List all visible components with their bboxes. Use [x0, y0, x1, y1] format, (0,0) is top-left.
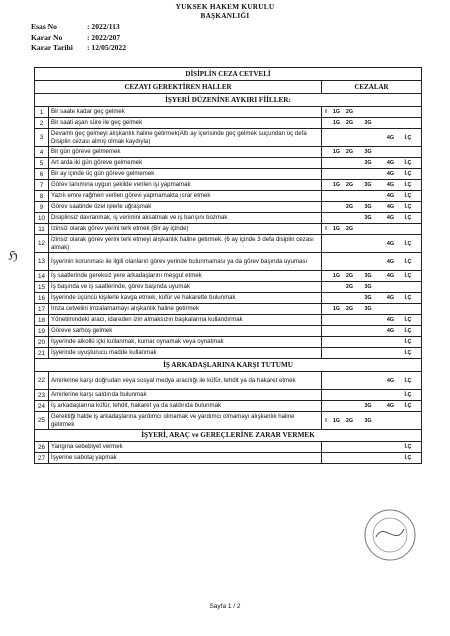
table-row: [35, 315, 421, 326]
table-row: [35, 348, 421, 359]
penalty-cell: İ.Ç: [404, 328, 412, 334]
penalty-cell: 2G: [345, 226, 354, 232]
row-number: 16: [35, 293, 49, 303]
row-description: Görev tanımına uygun şekilde verilen işi yapmamak: [49, 180, 322, 190]
row-number: 27: [35, 453, 49, 463]
penalty-cell: 1G: [332, 149, 341, 155]
row-penalties: [322, 453, 421, 463]
row-description: İş saatlerinde gereksiz yere arkadaşlarını meşgul etmek: [49, 271, 322, 281]
row-number: 13: [35, 253, 49, 270]
row-description: Amirlerine karşı saldırıda bulunmak: [49, 390, 322, 400]
row-number: 19: [35, 326, 49, 336]
row-penalties: [322, 158, 421, 168]
row-penalties: [322, 372, 421, 389]
row-description: İşyerinde uyuşturucu madde kullanmak: [49, 348, 322, 358]
table-row: [35, 224, 421, 235]
row-description: Gerektiği halde iş arkadaşlarına yardımcı olmamak ve yardımcı olmamayı alışkanlık haline getirmek: [49, 412, 322, 429]
penalty-cell: İ.Ç: [404, 240, 412, 247]
case-info-key: Karar Tarihi: [31, 43, 73, 52]
row-description: Bir ay içinde üç gün göreve gelmemek: [49, 169, 322, 179]
penalty-cell: 4G: [386, 328, 395, 334]
row-description: Göreve sarhoş gelmek: [49, 326, 322, 336]
penalty-cell: 4G: [386, 377, 395, 384]
row-number: 9: [35, 202, 49, 212]
page-number: Sayfa 1 / 2: [209, 603, 241, 610]
row-description: İşyerine sabotaj yapmak: [49, 453, 322, 463]
case-info-key: Esas No: [31, 22, 57, 31]
table-row: [35, 442, 421, 453]
penalty-cell: 3G: [364, 417, 372, 424]
penalty-cell: 3G: [364, 273, 372, 279]
case-info-key: Karar No: [31, 32, 63, 42]
table-row: [35, 147, 421, 158]
row-number: 15: [35, 282, 49, 292]
penalty-cell: 2G: [345, 109, 354, 115]
table-row: [35, 326, 421, 337]
row-description: Yönetimindeki aracı, idareden izin almaksızın başkalarına kullandırmak: [49, 315, 322, 325]
penalty-cell: 3G: [364, 182, 372, 188]
penalty-cell: 2G: [345, 273, 354, 279]
table-row: [35, 107, 421, 118]
row-penalties: [322, 304, 421, 314]
penalty-cell: 4G: [386, 403, 395, 409]
institution-name: YUKSEK HAKEM KURULU: [175, 3, 275, 11]
row-description: İzinsiz olarak görev yerini terk etmek (Bir ay içinde): [49, 224, 322, 234]
section-heading: İŞ ARKADAŞLARINA KARŞI TUTUMU: [35, 359, 421, 372]
row-description: Bir saate kadar geç gelmek: [49, 107, 322, 117]
penalty-cell: 2G: [345, 182, 354, 188]
row-number: 8: [35, 191, 49, 201]
penalty-cell: 2G: [345, 149, 354, 155]
row-number: 22: [35, 372, 49, 389]
row-number: 6: [35, 169, 49, 179]
row-penalties: [322, 390, 421, 400]
penalty-cell: 3G: [364, 215, 372, 221]
row-number: 21: [35, 348, 49, 358]
penalty-cell: 1G: [332, 417, 341, 424]
penalty-cell: 4G: [386, 317, 395, 323]
penalty-cell: İ.Ç: [404, 377, 412, 384]
penalty-cell: İ.Ç: [404, 455, 412, 461]
row-number: 23: [35, 390, 49, 400]
row-penalties: [322, 326, 421, 336]
row-description: Görev saatinde özel işlerle uğraşmak: [49, 202, 322, 212]
penalty-cell: 1G: [332, 226, 341, 232]
case-info: [31, 22, 126, 54]
row-description: İşyerinde alkollü içki kullanmak, kumar oynamak veya oynatmak: [49, 337, 322, 347]
penalty-cell: İ.Ç: [404, 193, 412, 199]
penalty-cell: 1G: [332, 273, 341, 279]
penalty-cell: İ.Ç: [404, 160, 412, 166]
row-penalties: [322, 271, 421, 281]
row-number: 12: [35, 235, 49, 252]
table-column-headers: [35, 81, 421, 94]
table-row: [35, 390, 421, 401]
row-penalties: [322, 213, 421, 223]
penalty-cell: 1G: [332, 120, 341, 126]
case-info-value: : 2022/113: [87, 22, 120, 31]
penalty-cell: İ.Ç: [404, 295, 412, 301]
penalty-cell: İ.Ç: [404, 134, 412, 141]
penalty-cell: 1G: [332, 109, 341, 115]
row-number: 26: [35, 442, 49, 452]
table-row: [35, 453, 421, 463]
institution-subtitle: BAŞKANLIĞI: [200, 12, 250, 20]
penalty-cell: İ.Ç: [404, 317, 412, 323]
penalty-cell: 4G: [386, 182, 395, 188]
penalty-table: [34, 67, 422, 464]
row-number: 18: [35, 315, 49, 325]
case-info-value: : 12/05/2022: [87, 43, 127, 52]
penalty-cell: 3G: [364, 295, 372, 301]
table-row: [35, 412, 421, 430]
penalty-cell: 1G: [332, 306, 341, 312]
penalty-cell: 3G: [364, 160, 372, 166]
penalty-cell: 4G: [386, 295, 395, 301]
column-header-acts: CEZAYI GEREKTİREN HALLER: [35, 81, 322, 93]
column-header-penalties: CEZALAR: [354, 83, 389, 91]
table-row: [35, 235, 421, 253]
table-row: [35, 191, 421, 202]
row-penalties: [322, 129, 421, 146]
row-number: 17: [35, 304, 49, 314]
penalty-cell: I: [325, 226, 327, 232]
penalty-cell: İ.Ç: [404, 171, 412, 177]
row-number: 24: [35, 401, 49, 411]
row-penalties: [322, 337, 421, 347]
penalty-cell: 3G: [364, 204, 372, 210]
table-row: [35, 158, 421, 169]
penalty-cell: 3G: [364, 403, 372, 409]
penalty-cell: 4G: [386, 204, 395, 210]
row-number: 11: [35, 224, 49, 234]
row-penalties: [322, 235, 421, 252]
case-info-row: [31, 22, 126, 33]
penalty-cell: İ.Ç: [404, 215, 412, 221]
table-row: [35, 129, 421, 147]
penalty-cell: 4G: [386, 134, 395, 141]
table-row: [35, 282, 421, 293]
row-description: Yazılı emre rağmen verilen görevi yapmamakta ısrar etmek: [49, 191, 322, 201]
row-description: İş başında ve iş saatlerinde, görev başında uyumak: [49, 282, 322, 292]
row-description: Amirlerine karşı doğrudan veya sosyal medya aracılığı ile küfür, tehdit ya da hakaret etmek: [49, 372, 322, 389]
penalty-cell: 4G: [386, 258, 395, 265]
penalty-cell: I: [325, 417, 327, 424]
penalty-cell: 4G: [386, 160, 395, 166]
row-number: 25: [35, 412, 49, 429]
penalty-cell: İ.Ç: [404, 392, 412, 398]
table-row: [35, 180, 421, 191]
row-description: Bir saati aşan süre ile geç gelmek: [49, 118, 322, 128]
table-row: [35, 337, 421, 348]
penalty-cell: 4G: [386, 215, 395, 221]
table-row: [35, 253, 421, 271]
penalty-cell: İ.Ç: [404, 258, 412, 265]
penalty-cell: 4G: [386, 240, 395, 247]
row-penalties: [322, 147, 421, 157]
row-description: Yangına sebebiyet vermek: [49, 442, 322, 452]
row-description: İşyerinde üçüncü kişilerle kavga etmek, küfür ve hakarette bulunmak: [49, 293, 322, 303]
handwritten-mark: ℌ: [8, 249, 18, 264]
row-penalties: [322, 180, 421, 190]
penalty-cell: İ.Ç: [404, 182, 412, 188]
case-info-value: : 2022/207: [87, 32, 121, 42]
table-row: [35, 372, 421, 390]
penalty-cell: İ.Ç: [404, 273, 412, 279]
table-row: [35, 401, 421, 412]
table-row: [35, 118, 421, 129]
row-penalties: [322, 293, 421, 303]
official-stamp: [362, 507, 418, 563]
row-description: Art arda iki gün göreve gelmemek: [49, 158, 322, 168]
row-number: 10: [35, 213, 49, 223]
penalty-cell: 2G: [345, 306, 354, 312]
row-penalties: [322, 202, 421, 212]
case-info-row: [31, 43, 126, 54]
row-number: 2: [35, 118, 49, 128]
table-title: DİSİPLİN CEZA CETVELİ: [35, 68, 421, 81]
row-penalties: [322, 169, 421, 179]
row-penalties: [322, 401, 421, 411]
penalty-cell: 4G: [386, 171, 395, 177]
penalty-cell: 3G: [364, 284, 372, 290]
row-description: İzinsiz olarak görev yerini terk etmeyi alışkanlık haline getirmek. (6 ay içinde 3 defa disiplin cezası almak): [49, 235, 322, 252]
row-penalties: [322, 118, 421, 128]
row-description: İş arkadaşlarına küfür, tehdit, hakaret ya da saldırıda bulunmak: [49, 401, 322, 411]
table-row: [35, 293, 421, 304]
penalty-cell: 3G: [364, 149, 372, 155]
penalty-cell: 2G: [345, 120, 354, 126]
row-number: 3: [35, 129, 49, 146]
section-heading: İŞYERİ DÜZENİNE AYKIRI FİİLLER:: [35, 94, 421, 107]
row-description: İşyerinin korunması ile ilgili olanların görev yerinde bulunmaması ya da görev başında uyuması: [49, 253, 322, 270]
row-number: 7: [35, 180, 49, 190]
row-description: Devamlı geç gelmeyi alışkanlık haline getirmek(Altı ay içerisinde geç gelmek suçundan üç defa Disiplin cezası almış olmak kaydıyla): [49, 129, 322, 146]
penalty-cell: 2G: [345, 204, 354, 210]
penalty-cell: İ.Ç: [404, 403, 412, 409]
penalty-cell: 2G: [345, 284, 354, 290]
row-number: 14: [35, 271, 49, 281]
row-description: Bir gün göreve gelmemek: [49, 147, 322, 157]
row-number: 20: [35, 337, 49, 347]
row-description: İmza cetvelini imzalamamayı alışkanlık haline getirmek: [49, 304, 322, 314]
row-description: Disiplinsiz davranmak, iş verimini aksatmak ve iş barışını bozmak: [49, 213, 322, 223]
penalty-cell: İ.Ç: [404, 350, 412, 356]
penalty-cell: 3G: [364, 120, 372, 126]
row-penalties: [322, 315, 421, 325]
penalty-cell: I: [325, 109, 327, 115]
row-penalties: [322, 253, 421, 270]
penalty-cell: 1G: [332, 182, 341, 188]
document-header: [0, 3, 450, 21]
row-penalties: [322, 442, 421, 452]
case-info-row: [31, 33, 126, 44]
row-number: 4: [35, 147, 49, 157]
row-penalties: [322, 191, 421, 201]
penalty-cell: 4G: [386, 273, 395, 279]
row-penalties: [322, 107, 421, 117]
section-heading: İŞYERİ, ARAÇ ve GEREÇLERİNE ZARAR VERMEK: [35, 430, 421, 442]
penalty-cell: 4G: [386, 193, 395, 199]
row-penalties: [322, 282, 421, 292]
row-penalties: [322, 412, 421, 429]
row-number: 5: [35, 158, 49, 168]
penalty-cell: 2G: [345, 417, 354, 424]
table-row: [35, 202, 421, 213]
table-row: [35, 271, 421, 282]
penalty-cell: İ.Ç: [404, 444, 412, 450]
table-row: [35, 213, 421, 224]
table-row: [35, 304, 421, 315]
penalty-cell: İ.Ç: [404, 339, 412, 345]
row-penalties: [322, 224, 421, 234]
table-row: [35, 169, 421, 180]
row-number: 1: [35, 107, 49, 117]
penalty-cell: 3G: [364, 306, 372, 312]
penalty-cell: İ.Ç: [404, 204, 412, 210]
row-penalties: [322, 348, 421, 358]
